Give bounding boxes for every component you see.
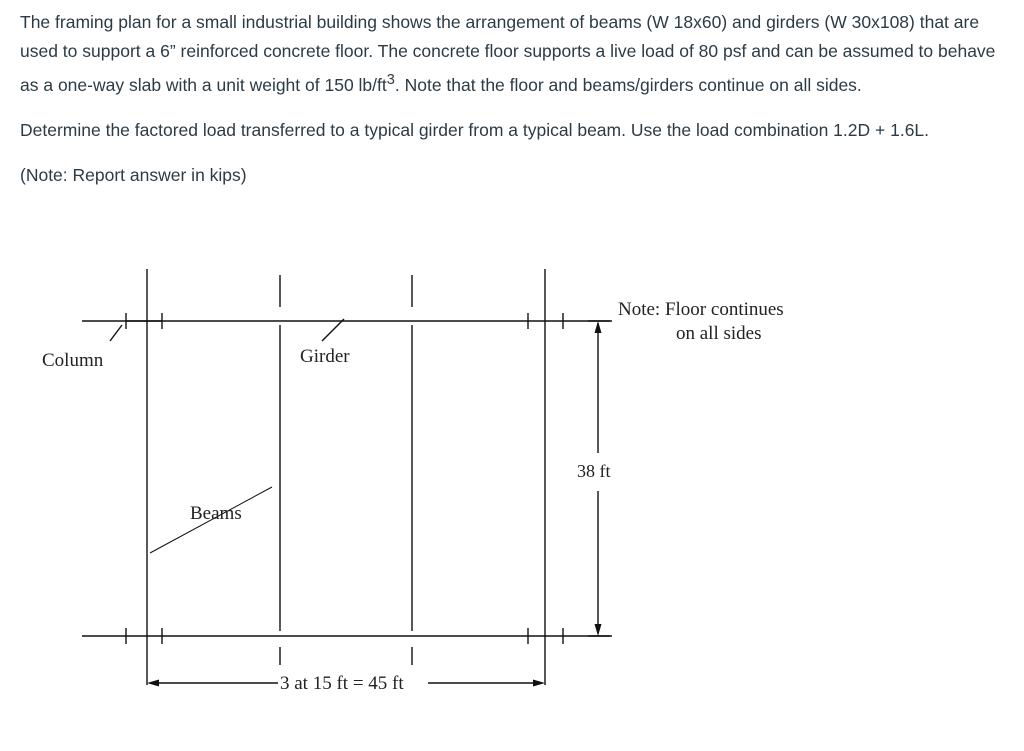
beams-label: Beams <box>190 503 242 524</box>
dim-width-arrow-right <box>533 680 545 687</box>
answer-note: (Note: Report answer in kips) <box>20 164 247 185</box>
dim-height-label: 38 ft <box>577 461 611 481</box>
dim-height-arrow-bottom <box>595 624 602 636</box>
dim-width-arrow-left <box>147 680 159 687</box>
question-text <box>20 8 1010 206</box>
dim-height-arrow-top <box>595 321 602 333</box>
column-label: Column <box>42 350 104 371</box>
note-line-2: on all sides <box>676 323 762 344</box>
column-top-left <box>126 313 162 329</box>
note-line-1: Note: Floor continues <box>618 299 784 320</box>
girder-label: Girder <box>300 346 350 367</box>
task-statement: Determine the factored load transferred to a typical girder from a typical beam. Use the load combination 1.2D + 1.6L. <box>20 119 930 140</box>
problem-statement: The framing plan for a small industrial building shows the arrangement of beams (W 18x60) and girders (W 30x108) that are used to support a 6” reinforced concrete floor. The concrete floor supports a live load of 80 psf and can be assumed to behave as a one-way slab with a unit weight of 150 $lb/ft^3$. Note that the floor and beams/girders continue on all sides. <box>20 12 996 95</box>
superscript-3: 3 <box>386 72 395 88</box>
dim-width-label: 3 at 15 ft = 45 ft <box>280 673 404 694</box>
column-leader <box>110 325 122 341</box>
girder-leader <box>322 319 344 341</box>
framing-plan-diagram <box>0 255 1024 725</box>
